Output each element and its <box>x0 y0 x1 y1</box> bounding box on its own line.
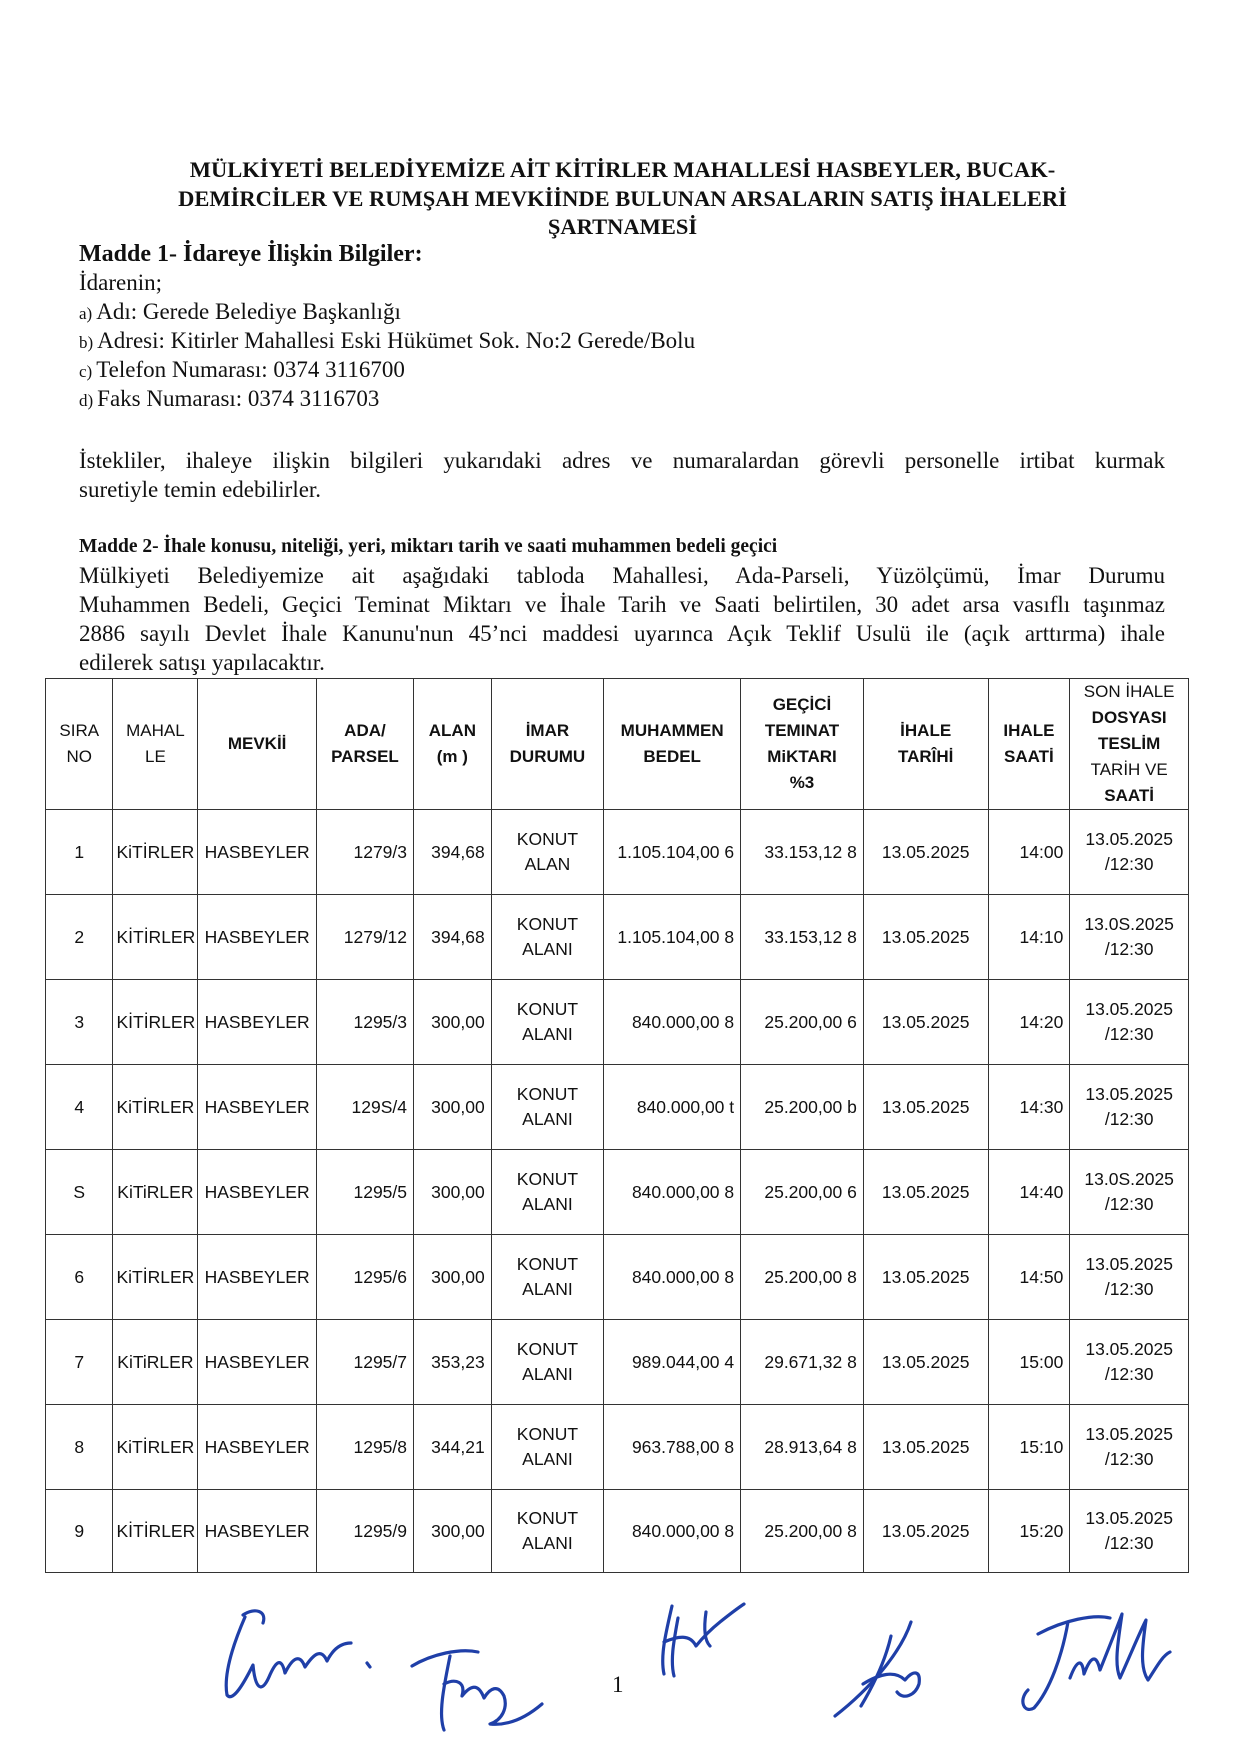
madde-2-paragraph <box>79 561 1165 677</box>
cell-bedel: 840.000,00 8 <box>604 1490 741 1573</box>
cell-no: 3 <box>46 980 113 1065</box>
header-alan: ALAN (m ) <box>414 679 492 810</box>
cell-no: S <box>46 1150 113 1235</box>
cell-ada-parsel: 1295/3 <box>316 980 413 1065</box>
cell-son-teslim: 13.05.2025 /12:30 <box>1070 810 1189 895</box>
page-number: 1 <box>612 1672 624 1697</box>
info-item-address <box>79 328 695 354</box>
cell-teminat: 29.671,32 8 <box>741 1320 864 1405</box>
cell-ada-parsel: 1295/6 <box>316 1235 413 1320</box>
madde-1-heading: Madde 1- İdareye İlişkin Bilgiler: <box>79 241 423 267</box>
cell-son-teslim: 13.0S.2025 /12:30 <box>1070 1150 1189 1235</box>
cell-alan: 394,68 <box>414 810 492 895</box>
table-row <box>46 1065 1189 1150</box>
cell-bedel: 1.105.104,00 8 <box>604 895 741 980</box>
signature-5 <box>1010 1600 1185 1720</box>
item-text: Adresi: Kitirler Mahallesi Eski Hükümet Sok. No:2 Gerede/Bolu <box>97 328 696 353</box>
item-letter: c) <box>79 362 93 381</box>
table-row <box>46 1490 1189 1573</box>
cell-son-teslim: 13.05.2025 /12:30 <box>1070 1065 1189 1150</box>
item-text: Adı: Gerede Belediye Başkanlığı <box>96 299 401 324</box>
cell-imar: KONUT ALANI <box>491 1150 603 1235</box>
cell-saat: 14:10 <box>988 895 1070 980</box>
table-row <box>46 1150 1189 1235</box>
cell-son-teslim: 13.05.2025 /12:30 <box>1070 980 1189 1065</box>
cell-ada-parsel: 1295/8 <box>316 1405 413 1490</box>
cell-son-teslim: 13.05.2025 /12:30 <box>1070 1235 1189 1320</box>
paragraph-line: Muhammen Bedeli, Geçici Teminat Miktarı ve İhale Tarih ve Saati belirtilen, 30 adet arsa vasıflı taşınmaz <box>79 592 1165 617</box>
cell-bedel: 840.000,00 t <box>604 1065 741 1150</box>
item-letter: b) <box>79 333 94 352</box>
cell-ada-parsel: 1295/7 <box>316 1320 413 1405</box>
table-row <box>46 1405 1189 1490</box>
cell-imar: KONUT ALANI <box>491 980 603 1065</box>
cell-mevkii: HASBEYLER <box>198 1235 317 1320</box>
item-letter: d) <box>79 391 94 410</box>
table-row <box>46 895 1189 980</box>
header-mevkii: MEVKİİ <box>198 679 317 810</box>
header-ihale-tarihi: İHALE TARÎHİ <box>863 679 988 810</box>
header-ihale-saati: IHALE SAATİ <box>988 679 1070 810</box>
title-line-3: ŞARTNAMESİ <box>547 214 698 239</box>
cell-mahalle: KİTİRLER <box>113 980 198 1065</box>
table-header-row <box>46 679 1189 810</box>
signature-1 <box>205 1595 385 1710</box>
paragraph-line: suretiyle temin edebilirler. <box>79 477 322 502</box>
cell-tarih: 13.05.2025 <box>863 895 988 980</box>
info-item-fax <box>79 386 379 412</box>
cell-no: 6 <box>46 1235 113 1320</box>
cell-ada-parsel: 1295/9 <box>316 1490 413 1573</box>
cell-saat: 15:00 <box>988 1320 1070 1405</box>
table-row <box>46 980 1189 1065</box>
cell-teminat: 25.200,00 8 <box>741 1490 864 1573</box>
cell-mevkii: HASBEYLER <box>198 1320 317 1405</box>
cell-teminat: 25.200,00 6 <box>741 980 864 1065</box>
table-row <box>46 1235 1189 1320</box>
signature-3 <box>650 1590 750 1685</box>
madde-2-heading: Madde 2- İhale konusu, niteliği, yeri, miktarı tarih ve saati muhammen bedeli geçici <box>79 536 778 557</box>
signature-2 <box>398 1638 558 1738</box>
cell-no: 8 <box>46 1405 113 1490</box>
cell-imar: KONUT ALANI <box>491 1320 603 1405</box>
cell-saat: 14:40 <box>988 1150 1070 1235</box>
cell-no: 9 <box>46 1490 113 1573</box>
cell-mevkii: HASBEYLER <box>198 1405 317 1490</box>
cell-alan: 300,00 <box>414 980 492 1065</box>
cell-tarih: 13.05.2025 <box>863 1320 988 1405</box>
cell-no: 4 <box>46 1065 113 1150</box>
header-sira-no: SIRA NO <box>46 679 113 810</box>
cell-no: 7 <box>46 1320 113 1405</box>
cell-tarih: 13.05.2025 <box>863 1235 988 1320</box>
cell-mahalle: KiTİRLER <box>113 810 198 895</box>
cell-teminat: 33.153,12 8 <box>741 810 864 895</box>
item-text: Telefon Numarası: 0374 3116700 <box>96 357 405 382</box>
cell-imar: KONUT ALANI <box>491 1405 603 1490</box>
cell-mahalle: KiTİRLER <box>113 1235 198 1320</box>
cell-imar: KONUT ALANI <box>491 895 603 980</box>
cell-bedel: 989.044,00 4 <box>604 1320 741 1405</box>
cell-tarih: 13.05.2025 <box>863 810 988 895</box>
header-gecici-teminat: GEÇİCİ TEMINAT MiKTARI %3 <box>741 679 864 810</box>
cell-mevkii: HASBEYLER <box>198 810 317 895</box>
cell-tarih: 13.05.2025 <box>863 1405 988 1490</box>
cell-tarih: 13.05.2025 <box>863 980 988 1065</box>
cell-imar: KONUT ALANI <box>491 1235 603 1320</box>
cell-son-teslim: 13.05.2025 /12:30 <box>1070 1490 1189 1573</box>
paragraph-line: İstekliler, ihaleye ilişkin bilgileri yukarıdaki adres ve numaralardan görevli personelle irtibat kurmak <box>79 448 1165 473</box>
cell-alan: 300,00 <box>414 1065 492 1150</box>
table-row <box>46 1320 1189 1405</box>
cell-imar: KONUT ALANI <box>491 1065 603 1150</box>
header-muhammen-bedel: MUHAMMEN BEDEL <box>604 679 741 810</box>
paragraph-line: Mülkiyeti Belediyemize ait aşağıdaki tabloda Mahallesi, Ada-Parseli, Yüzölçümü, İmar Durumu <box>79 563 1165 588</box>
cell-bedel: 840.000,00 8 <box>604 1150 741 1235</box>
cell-mevkii: HASBEYLER <box>198 980 317 1065</box>
cell-ada-parsel: 1295/5 <box>316 1150 413 1235</box>
cell-alan: 300,00 <box>414 1235 492 1320</box>
cell-son-teslim: 13.05.2025 /12:30 <box>1070 1320 1189 1405</box>
info-item-phone <box>79 357 405 383</box>
cell-mahalle: KİTİRLER <box>113 1490 198 1573</box>
cell-imar: KONUT ALAN <box>491 810 603 895</box>
item-letter: a) <box>79 304 93 323</box>
cell-saat: 15:20 <box>988 1490 1070 1573</box>
cell-alan: 300,00 <box>414 1150 492 1235</box>
cell-saat: 14:50 <box>988 1235 1070 1320</box>
cell-mahalle: KiTiRLER <box>113 1150 198 1235</box>
cell-teminat: 28.913,64 8 <box>741 1405 864 1490</box>
cell-mahalle: KiTİRLER <box>113 1405 198 1490</box>
item-text: Faks Numarası: 0374 3116703 <box>97 386 380 411</box>
cell-mahalle: KİTİRLER <box>113 895 198 980</box>
cell-bedel: 963.788,00 8 <box>604 1405 741 1490</box>
cell-mevkii: HASBEYLER <box>198 895 317 980</box>
cell-alan: 300,00 <box>414 1490 492 1573</box>
cell-teminat: 25.200,00 b <box>741 1065 864 1150</box>
cell-alan: 394,68 <box>414 895 492 980</box>
cell-imar: KONUT ALANI <box>491 1490 603 1573</box>
cell-mevkii: HASBEYLER <box>198 1150 317 1235</box>
cell-tarih: 13.05.2025 <box>863 1490 988 1573</box>
cell-saat: 14:20 <box>988 980 1070 1065</box>
document-title <box>80 156 1165 242</box>
cell-tarih: 13.05.2025 <box>863 1065 988 1150</box>
header-son-ihale-dosyasi: SON İHALE DOSYASI TESLİM TARİH VE SAATİ <box>1070 679 1189 810</box>
cell-bedel: 1.105.104,00 6 <box>604 810 741 895</box>
signature-4 <box>815 1608 945 1723</box>
cell-mahalle: KiTiRLER <box>113 1320 198 1405</box>
table-row <box>46 810 1189 895</box>
header-ada-parsel: ADA/ PARSEL <box>316 679 413 810</box>
madde-1-intro: İdarenin; <box>79 270 163 295</box>
cell-bedel: 840.000,00 8 <box>604 980 741 1065</box>
cell-ada-parsel: 129S/4 <box>316 1065 413 1150</box>
cell-saat: 14:30 <box>988 1065 1070 1150</box>
paragraph-line: edilerek satışı yapılacaktır. <box>79 650 325 675</box>
cell-no: 1 <box>46 810 113 895</box>
cell-ada-parsel: 1279/12 <box>316 895 413 980</box>
cell-mevkii: HASBEYLER <box>198 1490 317 1573</box>
cell-alan: 353,23 <box>414 1320 492 1405</box>
cell-teminat: 33.153,12 8 <box>741 895 864 980</box>
cell-teminat: 25.200,00 8 <box>741 1235 864 1320</box>
cell-mahalle: KiTİRLER <box>113 1065 198 1150</box>
paragraph-line: 2886 sayılı Devlet İhale Kanunu'nun 45’nci maddesi uyarınca Açık Teklif Usulü ile (açık arttırma) ihale <box>79 621 1165 646</box>
cell-ada-parsel: 1279/3 <box>316 810 413 895</box>
auction-table <box>45 678 1189 1573</box>
cell-saat: 14:00 <box>988 810 1070 895</box>
cell-mevkii: HASBEYLER <box>198 1065 317 1150</box>
cell-tarih: 13.05.2025 <box>863 1150 988 1235</box>
info-item-name <box>79 299 401 325</box>
madde-1-paragraph <box>79 446 1165 504</box>
header-imar-durumu: İMAR DURUMU <box>491 679 603 810</box>
header-mahalle: MAHAL LE <box>113 679 198 810</box>
cell-alan: 344,21 <box>414 1405 492 1490</box>
title-line-1: MÜLKİYETİ BELEDİYEMİZE AİT KİTİRLER MAHALLESİ HASBEYLER, BUCAK- <box>189 157 1056 182</box>
title-line-2: DEMİRCİLER VE RUMŞAH MEVKİİNDE BULUNAN ARSALARIN SATIŞ İHALELERİ <box>178 185 1067 211</box>
cell-son-teslim: 13.05.2025 /12:30 <box>1070 1405 1189 1490</box>
cell-bedel: 840.000,00 8 <box>604 1235 741 1320</box>
cell-saat: 15:10 <box>988 1405 1070 1490</box>
cell-no: 2 <box>46 895 113 980</box>
cell-teminat: 25.200,00 6 <box>741 1150 864 1235</box>
cell-son-teslim: 13.0S.2025 /12:30 <box>1070 895 1189 980</box>
